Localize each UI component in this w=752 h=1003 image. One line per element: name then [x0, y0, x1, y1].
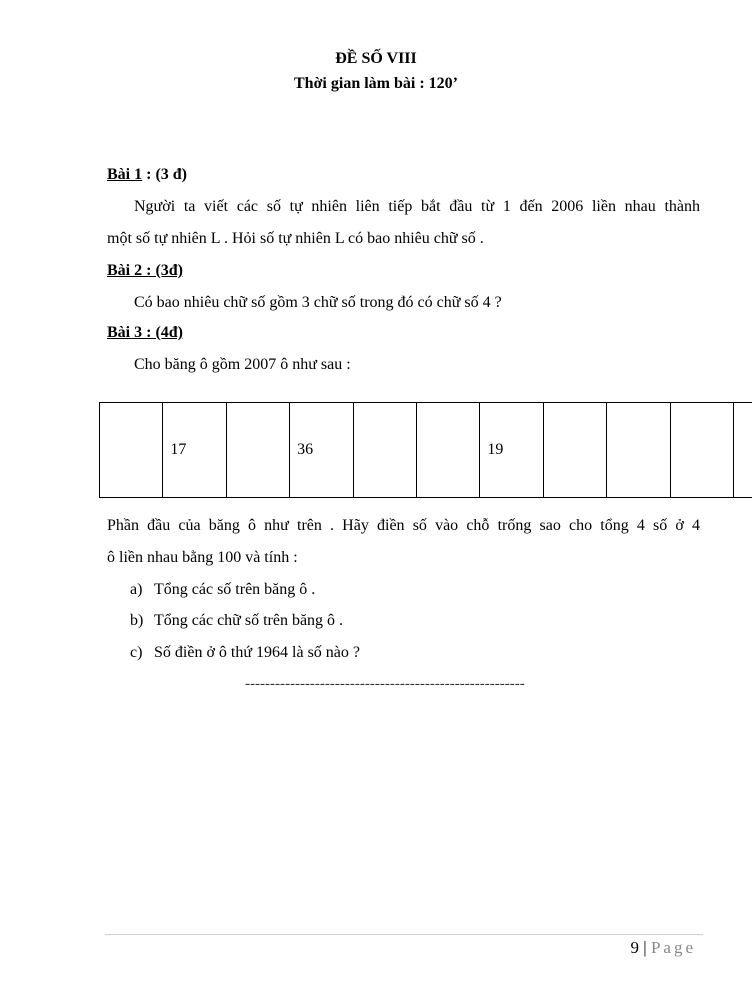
- list-text: Tổng các số trên băng ô .: [154, 581, 316, 598]
- strip-cell: 36: [290, 403, 353, 498]
- bai1-line2: một số tự nhiên L . Hỏi số tự nhiên L có bao nhiêu chữ số .: [107, 230, 484, 247]
- list-label: b): [130, 612, 144, 629]
- list-text: Số điền ở ô thứ 1964 là số nào ?: [154, 644, 360, 661]
- strip-cell: [670, 403, 733, 498]
- strip-cell: [353, 403, 416, 498]
- list-text: Tổng các chữ số trên băng ô .: [154, 612, 344, 629]
- bai2-line1: Có bao nhiêu chữ số gồm 3 chữ số trong đó có chữ số 4 ?: [134, 294, 502, 311]
- list-item-b: [130, 612, 343, 630]
- page-footer: [631, 938, 696, 958]
- footer-separator: |: [643, 938, 647, 957]
- bai1-line1: Người ta viết các số tự nhiên liên tiếp bắt đầu từ 1 đến 2006 liền nhau thành: [134, 198, 700, 215]
- bai2-heading: [107, 262, 183, 280]
- strip-cell: 17: [163, 403, 226, 498]
- bai3-heading: [107, 324, 183, 342]
- bai1-points: : (3 đ): [142, 166, 188, 183]
- bai3-label: Bài 3 : (4đ): [107, 324, 183, 341]
- list-label: a): [130, 581, 143, 598]
- list-item-c: [130, 644, 360, 662]
- strip-cell: [416, 403, 479, 498]
- footer-divider: [105, 934, 703, 935]
- strip-cell: [543, 403, 606, 498]
- exam-time: Thời gian làm bài : 120’: [294, 75, 458, 92]
- exam-title: ĐỀ SỐ VIII: [335, 50, 417, 67]
- number-strip-table: [99, 402, 752, 498]
- page-word: Page: [650, 938, 696, 957]
- list-label: c): [130, 644, 143, 661]
- strip-cell: [607, 403, 670, 498]
- strip-cell: 19: [480, 403, 543, 498]
- bai3-para2: ô liền nhau bằng 100 và tính :: [107, 549, 298, 566]
- number-strip-row: [100, 403, 752, 498]
- bai3-line1: Cho băng ô gồm 2007 ô như sau :: [134, 356, 351, 373]
- bai1-label: Bài 1: [107, 166, 143, 183]
- dashed-separator: --------------------------------------------------------: [245, 676, 525, 692]
- page-number: 9: [630, 938, 640, 957]
- list-item-a: [130, 581, 315, 599]
- bai2-label: Bài 2 : (3đ): [107, 262, 183, 279]
- bai1-heading: [107, 166, 187, 184]
- strip-cell: [100, 403, 163, 498]
- bai3-para1: Phần đầu của băng ô như trên . Hãy điền số vào chỗ trống sao cho tổng 4 số ở 4: [107, 517, 700, 534]
- strip-cell: [733, 403, 752, 498]
- strip-cell: [226, 403, 289, 498]
